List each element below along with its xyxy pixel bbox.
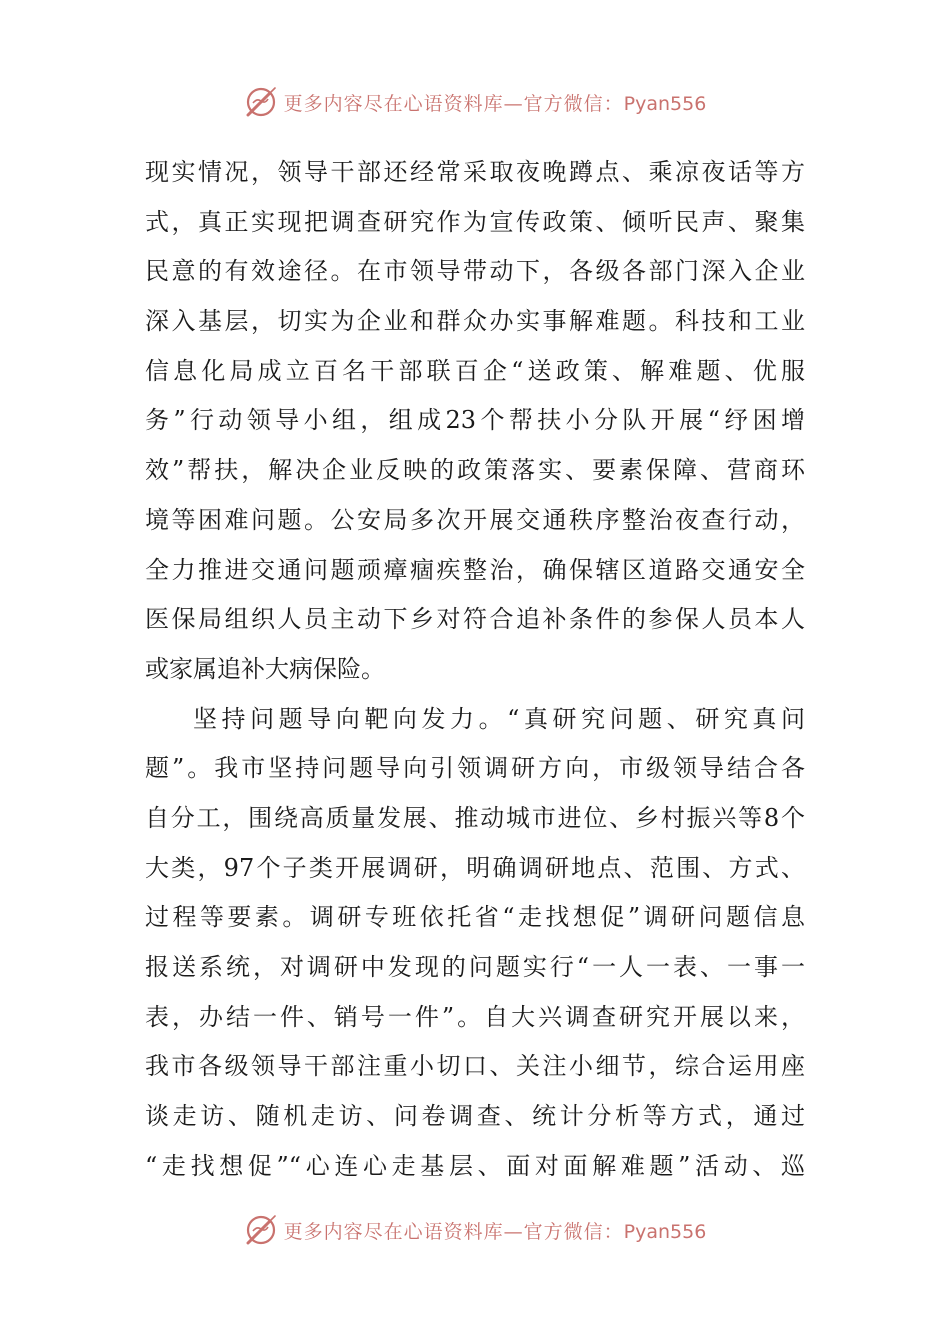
text-line: 民意的有效途径。在市领导带动下，各级各部门深入企业 (145, 257, 805, 286)
watermark-wechat-id: Pyan556 (623, 92, 707, 115)
text-line: 过程等要素。调研专班依托省“走找想促”调研问题信息 (145, 903, 805, 932)
text-line: 表，办结一件、销号一件”。自大兴调查研究开展以来， (145, 1002, 805, 1031)
text-line: 境等困难问题。公安局多次开展交通秩序整治夜查行动， (145, 505, 805, 534)
paragraph (145, 695, 805, 1192)
text-line: 信息化局成立百名干部联百企“送政策、解难题、优服 (145, 356, 805, 385)
text-line: 坚持问题导向靶向发力。“真研究问题、研究真问 (193, 704, 805, 733)
text-line: 我市各级领导干部注重小切口、关注小细节，综合运用座 (145, 1052, 805, 1081)
text-line: 或家属追补大病保险。 (145, 654, 385, 683)
text-line: 题”。我市坚持问题导向引领调研方向，市级领导结合各 (145, 754, 805, 783)
watermark-text: 更多内容尽在心语资料库—官方微信：Pyan556 (283, 1220, 707, 1243)
watermark-text: 更多内容尽在心语资料库—官方微信：Pyan556 (283, 92, 707, 115)
pen-in-circle-icon (244, 85, 278, 119)
paragraph (145, 148, 805, 695)
text-line: 报送系统，对调研中发现的问题实行“一人一表、一事一 (145, 953, 805, 981)
watermark-wechat-id: Pyan556 (623, 1220, 707, 1243)
footer-watermark (0, 1210, 950, 1250)
text-line: 谈走访、随机走访、问卷调查、统计分析等方式，通过 (145, 1102, 805, 1131)
text-line: 式，真正实现把调查研究作为宣传政策、倾听民声、聚集 (145, 207, 805, 236)
text-line: 务”行动领导小组，组成23个帮扶小分队开展“纾困增 (145, 406, 805, 435)
text-line: 现实情况，领导干部还经常采取夜晚蹲点、乘凉夜话等方 (145, 158, 805, 186)
text-line: 深入基层，切实为企业和群众办实事解难题。科技和工业 (145, 307, 805, 336)
header-watermark (0, 82, 950, 122)
text-line: 大类，97个子类开展调研，明确调研地点、范围、方式、 (145, 853, 805, 882)
text-line: 医保局组织人员主动下乡对符合追补条件的参保人员本人 (145, 605, 805, 634)
pen-in-circle-icon (244, 1213, 278, 1247)
text-line: 效”帮扶，解决企业反映的政策落实、要素保障、营商环 (145, 456, 805, 485)
text-line: 自分工，围绕高质量发展、推动城市进位、乡村振兴等8个 (145, 803, 805, 832)
text-line: 全力推进交通问题顽瘴痼疾整治，确保辖区道路交通安全 (145, 555, 805, 584)
document-body (145, 148, 805, 1191)
text-line: “走找想促”“心连心走基层、面对面解难题”活动、巡 (145, 1151, 805, 1180)
